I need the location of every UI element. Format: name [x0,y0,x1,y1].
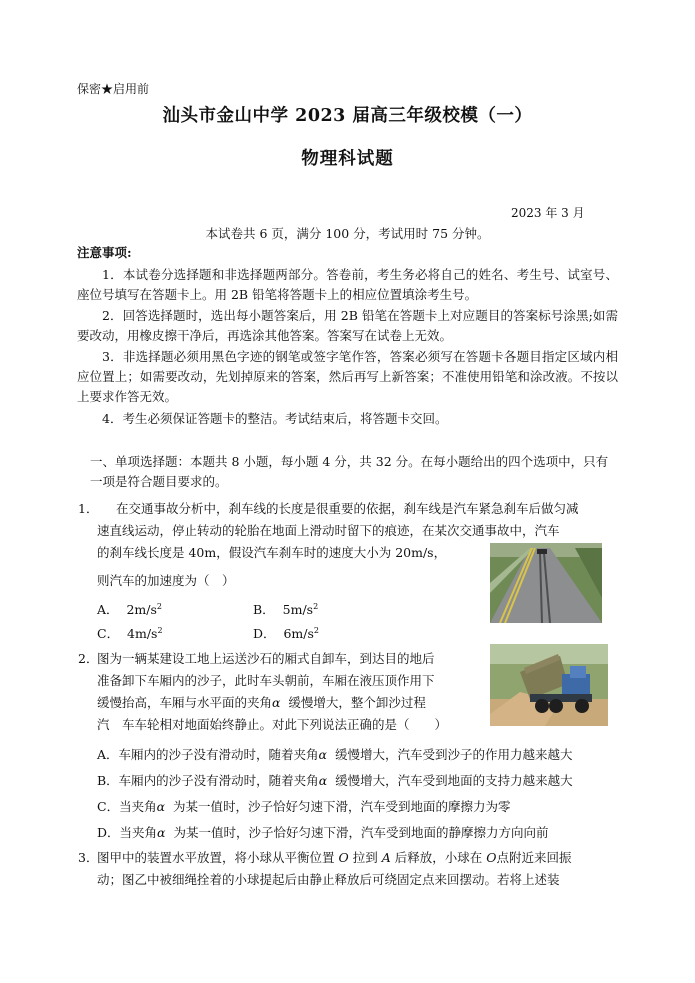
point-o-label: O [486,850,497,865]
q1-option-b [253,598,318,619]
exam-title: 汕头市金山中学 2023 届高三年级校模（一） [162,106,533,126]
q2-option-c-text-2: 为某一值时，沙子恰好匀速下滑，汽车受到地面的摩擦力为零 [172,799,511,814]
notice-item-2: 2．回答选择题时，选出每小题答案后，用 2B 铅笔在答题卡上对应题目的答案标号涂黑;如需要改动，用橡皮擦干净后，再选涂其他答案。答案写在试卷上无效。 [77,308,618,343]
dump-truck-illustration [490,644,608,726]
q2-option-b-text-2: 缓慢增大，汽车受到地面的支持力越来越大 [335,773,573,788]
q1-option-d-label: D． [253,626,276,642]
question-1-line-3: 的刹车线长度是 40m，假设汽车刹车时的速度大小为 20m/s， [97,545,447,560]
question-1-number: 1． [78,501,99,516]
alpha-symbol: α [318,747,327,762]
q2-option-a-text-2: 缓慢增大，汽车受到沙子的作用力越来越大 [334,747,573,762]
point-a-label: A [381,850,391,865]
q1-option-c-value: 4m/s [127,626,158,642]
question-1-line-4: 则汽车的加速度为（ ） [97,573,235,588]
q3-line-1-part-c: 后释放，小球在 [394,850,483,865]
q2-line-3-part-b: 缓慢增大，整个卸沙过程 [288,695,426,710]
q1-option-d-value: 6m/s [283,626,314,642]
q2-option-d [97,824,548,842]
road-skid-photo [490,543,602,623]
q2-option-b-text-1: B．车厢内的沙子没有滑动时，随着夹角 [97,773,319,788]
exam-summary: 本试卷共 6 页，满分 100 分，考试用时 75 分钟。 [205,226,490,241]
q2-option-d-text-2: 为某一值时，沙子恰好匀速下滑，汽车受到地面的静摩擦力方向向前 [173,825,549,840]
question-3-number: 3． [78,850,99,865]
question-3-line-1 [97,849,572,867]
q1-option-c-exp: 2 [157,626,163,635]
q1-option-a-value: 2m/s [126,602,157,618]
q3-line-1-part-b: 拉到 [352,850,378,865]
notice-heading: 注意事项: [77,245,132,260]
notice-item-4: 4．考生必须保证答题卡的整洁。考试结束后，将答题卡交回。 [102,411,448,426]
q1-option-d-exp: 2 [313,626,320,635]
q1-option-b-value: 5m/s [282,602,314,618]
road-skid-illustration [490,543,602,623]
notice-item-1: 1．本试卷分选择题和非选择题两部分。答卷前，考生务必将自己的姓名、考生号、试室号、座位号填写在答题卡上。用 2B 铅笔将答题卡上的相应位置填涂考生号。 [77,267,618,302]
alpha-symbol: α [318,773,328,788]
q2-option-d-text-1: D．当夹角 [97,825,158,840]
q1-option-a-exp: 2 [156,602,163,611]
alpha-symbol: α [272,695,281,710]
exam-date: 2023 年 3 月 [511,206,585,220]
q3-line-1-part-d: 点附近来回振 [496,850,572,865]
q1-option-b-label: B． [253,602,275,618]
q3-line-1-part-a: 图甲中的装置水平放置，将小球从平衡位置 [97,850,335,865]
q1-option-c [97,622,163,643]
notice-item-3: 3．非选择题必须用黑色字迹的钢笔或签字笔作答，答案必须写在答题卡各题目指定区域内相应位置上；如需要改动，先划掉原来的答案，然后再写上新答案；不准使用铅笔和涂改液。不按以上要求作答无效。 [77,349,618,404]
q1-option-d [253,622,319,643]
q2-option-a-text-1: A．车厢内的沙子没有滑动时，随着夹角 [97,747,319,762]
exam-subject: 物理科试题 [301,149,394,169]
alpha-symbol: α [157,825,166,840]
q1-option-a [97,598,162,619]
q2-option-c-text-1: C．当夹角 [97,799,157,814]
q2-option-c [97,798,511,816]
question-2-line-2: 准备卸下车厢内的沙子，此时车头朝前，车厢在液压顶作用下 [97,673,435,688]
section-heading: 一、单项选择题：本题共 8 小题，每小题 4 分，共 32 分。在每小题给出的四个选项中，只有一项是符合题目要求的。 [90,454,609,489]
q1-option-a-label: A． [97,602,119,618]
question-1-line-2: 速直线运动，停止转动的轮胎在地面上滑动时留下的痕迹，在某次交通事故中，汽车 [97,523,560,538]
confidential-label: 保密★启用前 [77,82,150,96]
question-2-line-4: 汽 车车轮相对地面始终静止。对此下列说法正确的是（ ） [97,717,448,732]
question-2-line-3 [97,694,426,712]
dump-truck-photo [490,644,608,726]
question-1-line-1: 在交通事故分析中，刹车线的长度是很重要的依据，刹车线是汽车紧急刹车后做匀减 [116,501,579,516]
question-2-number: 2． [78,651,99,666]
q2-option-a [97,746,572,764]
q2-line-3-part-a: 缓慢抬高，车厢与水平面的夹角 [97,695,273,710]
question-2-line-1: 图为一辆某建设工地上运送沙石的厢式自卸车，到达目的地后 [97,651,435,666]
question-3-line-2: 动；图乙中被细绳拴着的小球提起后由静止释放后可绕固定点来回摆动。若将上述装 [97,872,560,887]
q1-option-c-label: C． [97,626,120,642]
point-o-label: O [338,850,349,865]
alpha-symbol: α [156,799,166,814]
q1-option-b-exp: 2 [313,602,319,611]
q2-option-b [97,772,573,790]
